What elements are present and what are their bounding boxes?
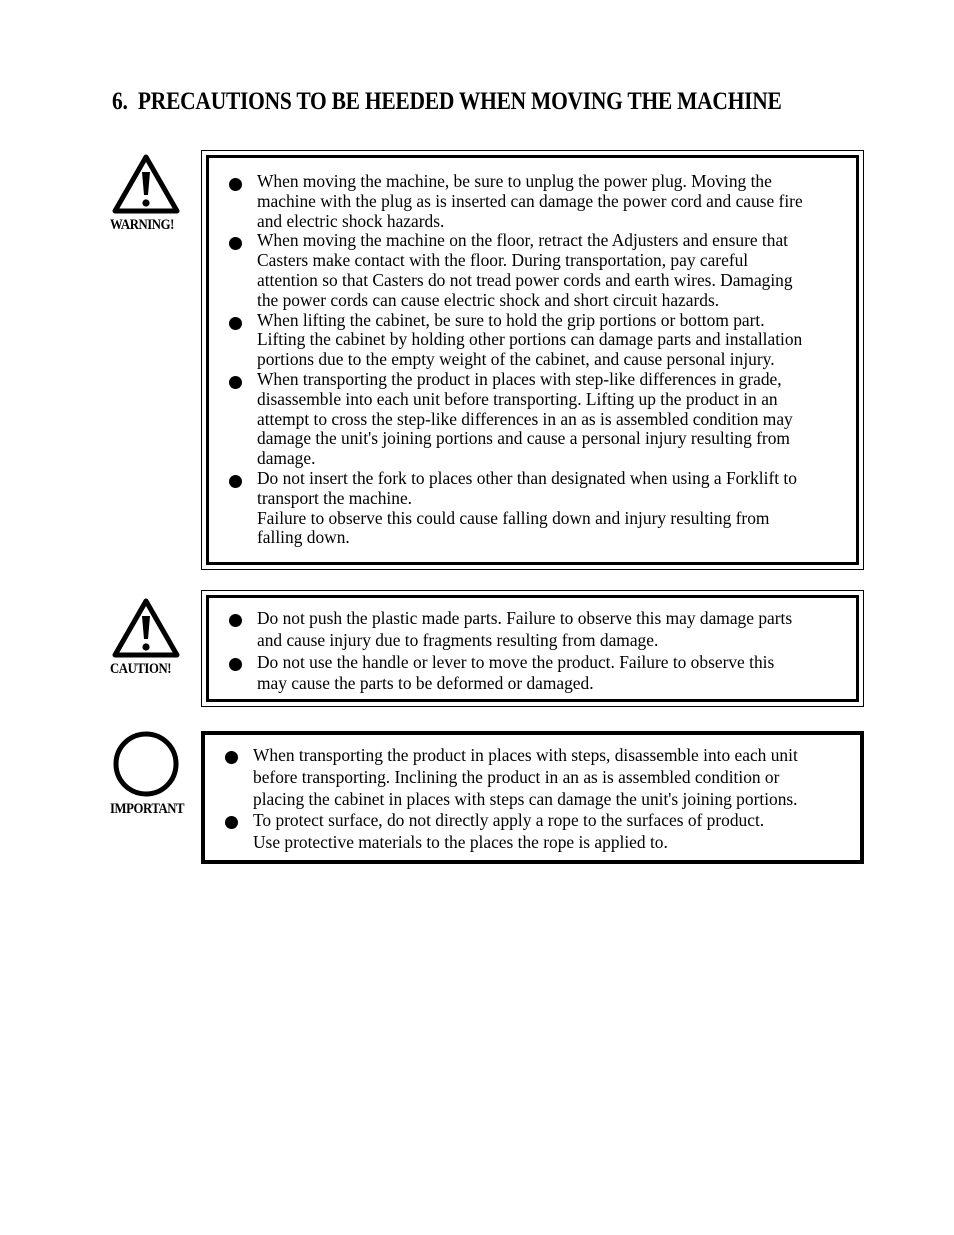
warning-item-line: machine with the plug as is inserted can damage the power cord and cause fire [257, 190, 803, 211]
important-item-line: To protect surface, do not directly apply a rope to the surfaces of product. [253, 810, 765, 831]
warning-item-line: the power cords can cause electric shock and short circuit hazards. [257, 289, 720, 310]
section-heading: PRECAUTIONS TO BE HEEDED WHEN MOVING THE MACHINE [137, 88, 782, 115]
page-title [112, 88, 782, 116]
warning-item-line: transport the machine. [257, 487, 413, 508]
important-list [253, 745, 846, 854]
important-circle-icon [111, 729, 181, 799]
section-number: 6. [112, 88, 128, 115]
important-sign [110, 729, 185, 818]
caution-item [257, 652, 842, 696]
warning-item-line: When lifting the cabinet, be sure to hold the grip portions or bottom part. [257, 309, 765, 330]
warning-item-line: Casters make contact with the floor. During transportation, pay careful [257, 250, 749, 271]
caution-item [257, 608, 842, 652]
important-item-line: placing the cabinet in places with steps can damage the unit's joining portions. [253, 788, 798, 809]
warning-list [257, 172, 842, 548]
important-item [253, 745, 846, 810]
warning-item-line: Failure to observe this could cause falling down and injury resulting from [257, 507, 770, 528]
warning-item-line: Lifting the cabinet by holding other portions can damage parts and installation [257, 329, 803, 350]
warning-item-line: disassemble into each unit before transporting. Lifting up the product in an [257, 388, 778, 409]
warning-item-line: When moving the machine on the floor, retract the Adjusters and ensure that [257, 230, 788, 251]
caution-item-line: Do not use the handle or lever to move the product. Failure to observe this [257, 651, 775, 672]
warning-item-line: attempt to cross the step-like differences in an as is assembled condition may [257, 408, 793, 429]
warning-item-line: attention so that Casters do not tread power cords and earth wires. Damaging [257, 269, 793, 290]
caution-label: CAUTION! [110, 661, 172, 677]
warning-item [257, 311, 842, 370]
caution-box-frame [206, 595, 859, 702]
warning-item [257, 370, 842, 469]
warning-item-line: When transporting the product in places with step-like differences in grade, [257, 368, 782, 389]
important-item [253, 810, 846, 854]
warning-item-line: portions due to the empty weight of the cabinet, and cause personal injury. [257, 349, 775, 370]
warning-item-line: damage the unit's joining portions and cause a personal injury resulting from [257, 428, 790, 449]
warning-item-line: Do not insert the fork to places other than designated when using a Forklift to [257, 467, 797, 488]
important-item-line: When transporting the product in places with steps, disassemble into each unit [253, 745, 798, 765]
caution-triangle-icon [111, 597, 181, 659]
important-item-line: Use protective materials to the places the rope is applied to. [253, 832, 668, 853]
warning-item [257, 172, 842, 231]
warning-item-line: and electric shock hazards. [257, 210, 445, 231]
warning-box [201, 150, 864, 570]
caution-item-line: Do not push the plastic made parts. Failure to observe this may damage parts [257, 608, 793, 628]
caution-box [201, 590, 864, 707]
warning-triangle-icon [111, 153, 181, 215]
warning-label: WARNING! [110, 217, 174, 233]
warning-item-line: When moving the machine, be sure to unplug the power plug. Moving the [257, 171, 772, 191]
important-item-line: before transporting. Inclining the product in an as is assembled condition or [253, 766, 780, 787]
warning-item [257, 231, 842, 310]
warning-item-line: falling down. [257, 527, 350, 548]
warning-item-line: damage. [257, 448, 316, 469]
warning-item [257, 469, 842, 548]
important-box [201, 731, 864, 864]
important-label: IMPORTANT [110, 801, 185, 817]
caution-item-line: may cause the parts to be deformed or damaged. [257, 673, 594, 694]
caution-item-line: and cause injury due to fragments resulting from damage. [257, 629, 659, 650]
caution-sign [110, 597, 182, 678]
warning-box-frame [206, 155, 859, 565]
warning-sign [110, 153, 182, 234]
caution-list [257, 608, 842, 695]
